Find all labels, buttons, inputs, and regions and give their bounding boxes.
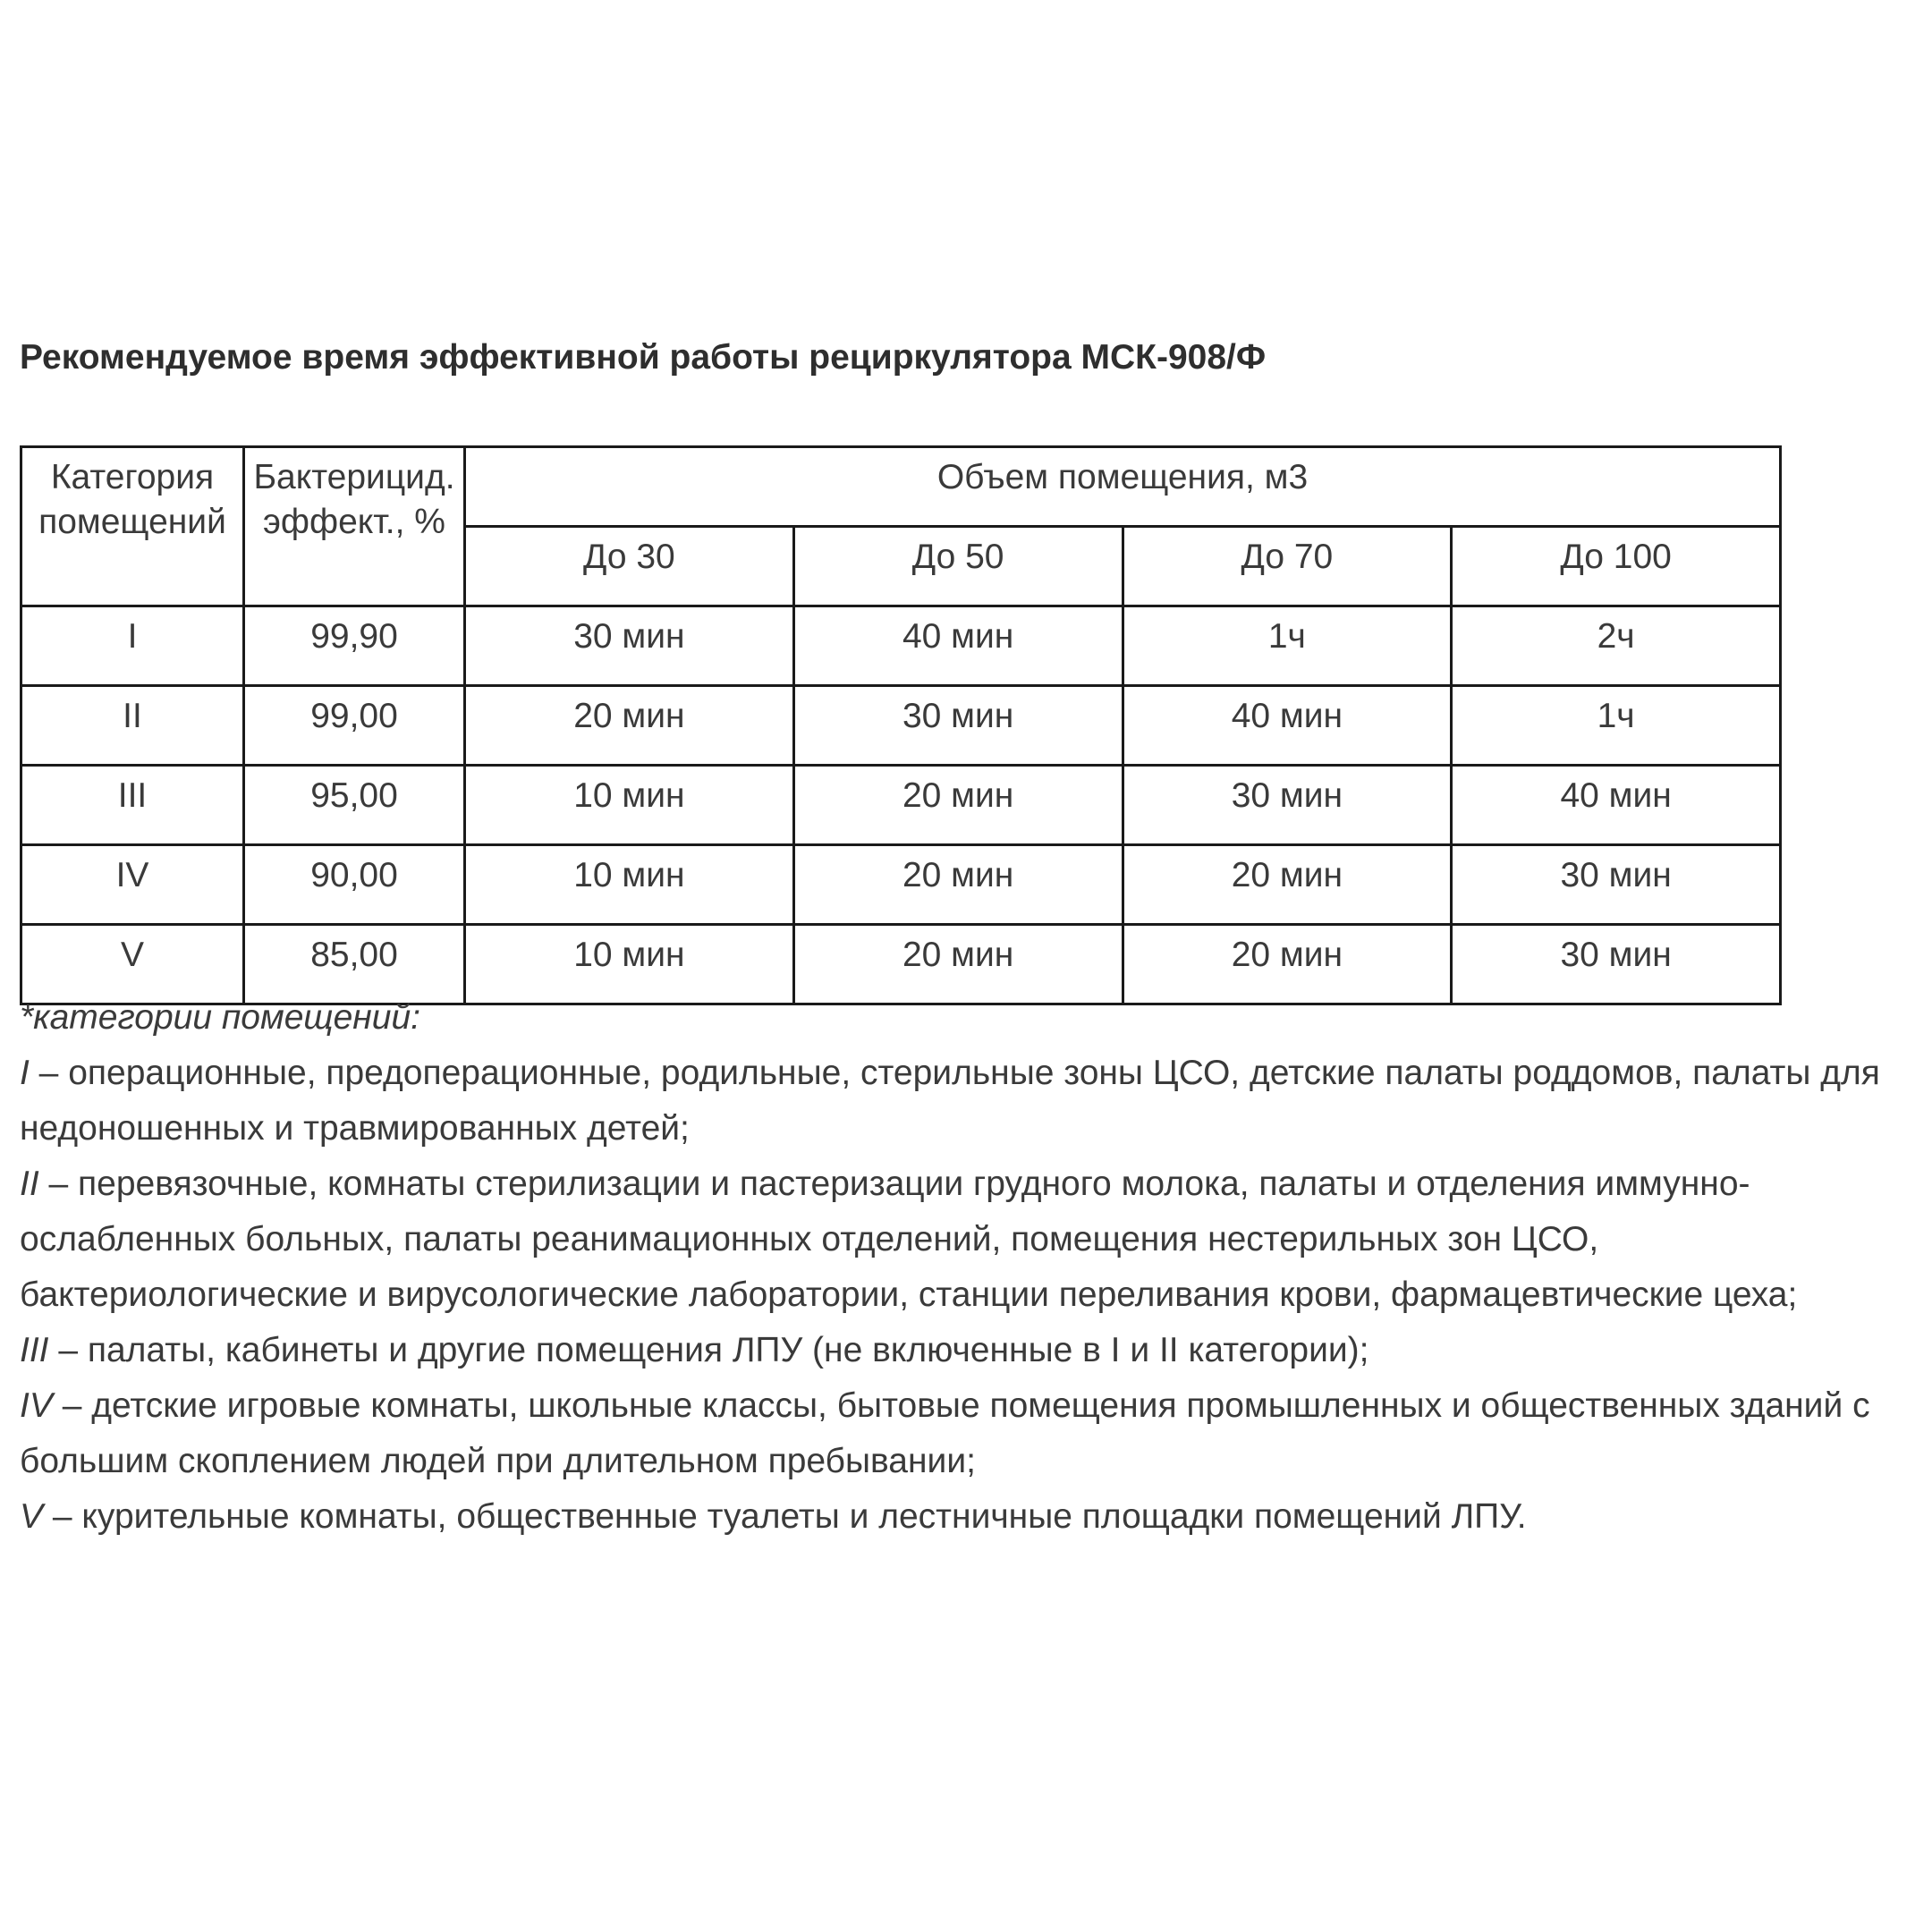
note-text: – курительные комнаты, общественные туалеты и лестничные площадки помещений ЛПУ. <box>43 1497 1527 1536</box>
note-item <box>20 1046 1925 1157</box>
note-category-label: V <box>20 1497 44 1536</box>
note-category-label: I <box>20 1054 30 1092</box>
cell-category: V <box>21 925 244 1004</box>
header-volume: Объем помещения, м3 <box>465 447 1781 527</box>
cell-time: 40 мин <box>1123 686 1452 766</box>
note-item <box>20 1489 1925 1545</box>
table-header <box>21 447 1781 606</box>
note-text: – детские игровые комнаты, школьные классы, бытовые помещения промышленных и общественных зданий с большим скоплением людей при длительном пребывании; <box>20 1386 1870 1480</box>
cell-time: 20 мин <box>1123 845 1452 925</box>
header-volume-30: До 30 <box>465 527 794 606</box>
cell-effect: 95,00 <box>244 766 465 845</box>
header-effect: Бактерицид. эффект., % <box>244 447 465 606</box>
cell-time: 2ч <box>1452 606 1781 686</box>
cell-category: II <box>21 686 244 766</box>
cell-time: 20 мин <box>1123 925 1452 1004</box>
cell-time: 10 мин <box>465 845 794 925</box>
table-header-row <box>21 447 1781 527</box>
cell-time: 20 мин <box>793 845 1123 925</box>
note-category-label: III <box>20 1331 49 1369</box>
table-row <box>21 606 1781 686</box>
recirculator-time-table <box>20 445 1782 1005</box>
cell-effect: 85,00 <box>244 925 465 1004</box>
cell-category: IV <box>21 845 244 925</box>
note-category-label: IV <box>20 1386 53 1425</box>
table-row <box>21 766 1781 845</box>
header-volume-70: До 70 <box>1123 527 1452 606</box>
notes-heading: *категории помещений: <box>20 998 420 1037</box>
cell-time: 20 мин <box>465 686 794 766</box>
note-category-label: II <box>20 1165 39 1203</box>
note-item <box>20 1157 1925 1323</box>
cell-time: 20 мин <box>793 925 1123 1004</box>
cell-time: 30 мин <box>465 606 794 686</box>
page-title: Рекомендуемое время эффективной работы рециркулятора МСК-908/Ф <box>20 338 1267 377</box>
cell-time: 30 мин <box>793 686 1123 766</box>
note-text: – перевязочные, комнаты стерилизации и пастеризации грудного молока, палаты и отделения иммунно-ослабленных больных, палаты реанимационных отделений, помещения нестерильных зон ЦСО, бактериологические и вирусологические лаборатории, станции переливания крови, фармацевтические цеха; <box>20 1165 1798 1314</box>
header-volume-100: До 100 <box>1452 527 1781 606</box>
cell-time: 30 мин <box>1452 925 1781 1004</box>
note-text: – операционные, предоперационные, родильные, стерильные зоны ЦСО, детские палаты роддомов, палаты для недоношенных и травмированных детей; <box>20 1054 1880 1148</box>
cell-time: 30 мин <box>1123 766 1452 845</box>
table-body <box>21 606 1781 1004</box>
cell-category: I <box>21 606 244 686</box>
cell-effect: 90,00 <box>244 845 465 925</box>
cell-time: 1ч <box>1452 686 1781 766</box>
category-notes <box>20 990 1925 1545</box>
cell-category: III <box>21 766 244 845</box>
cell-effect: 99,90 <box>244 606 465 686</box>
table-row <box>21 845 1781 925</box>
cell-time: 10 мин <box>465 766 794 845</box>
cell-time: 40 мин <box>1452 766 1781 845</box>
cell-time: 1ч <box>1123 606 1452 686</box>
header-category: Категория помещений <box>21 447 244 606</box>
cell-time: 20 мин <box>793 766 1123 845</box>
cell-time: 40 мин <box>793 606 1123 686</box>
cell-effect: 99,00 <box>244 686 465 766</box>
cell-time: 30 мин <box>1452 845 1781 925</box>
note-text: – палаты, кабинеты и другие помещения ЛПУ (не включенные в I и II категории); <box>48 1331 1369 1369</box>
table-row <box>21 686 1781 766</box>
note-item <box>20 1378 1925 1489</box>
header-volume-50: До 50 <box>793 527 1123 606</box>
note-item <box>20 1323 1925 1378</box>
cell-time: 10 мин <box>465 925 794 1004</box>
